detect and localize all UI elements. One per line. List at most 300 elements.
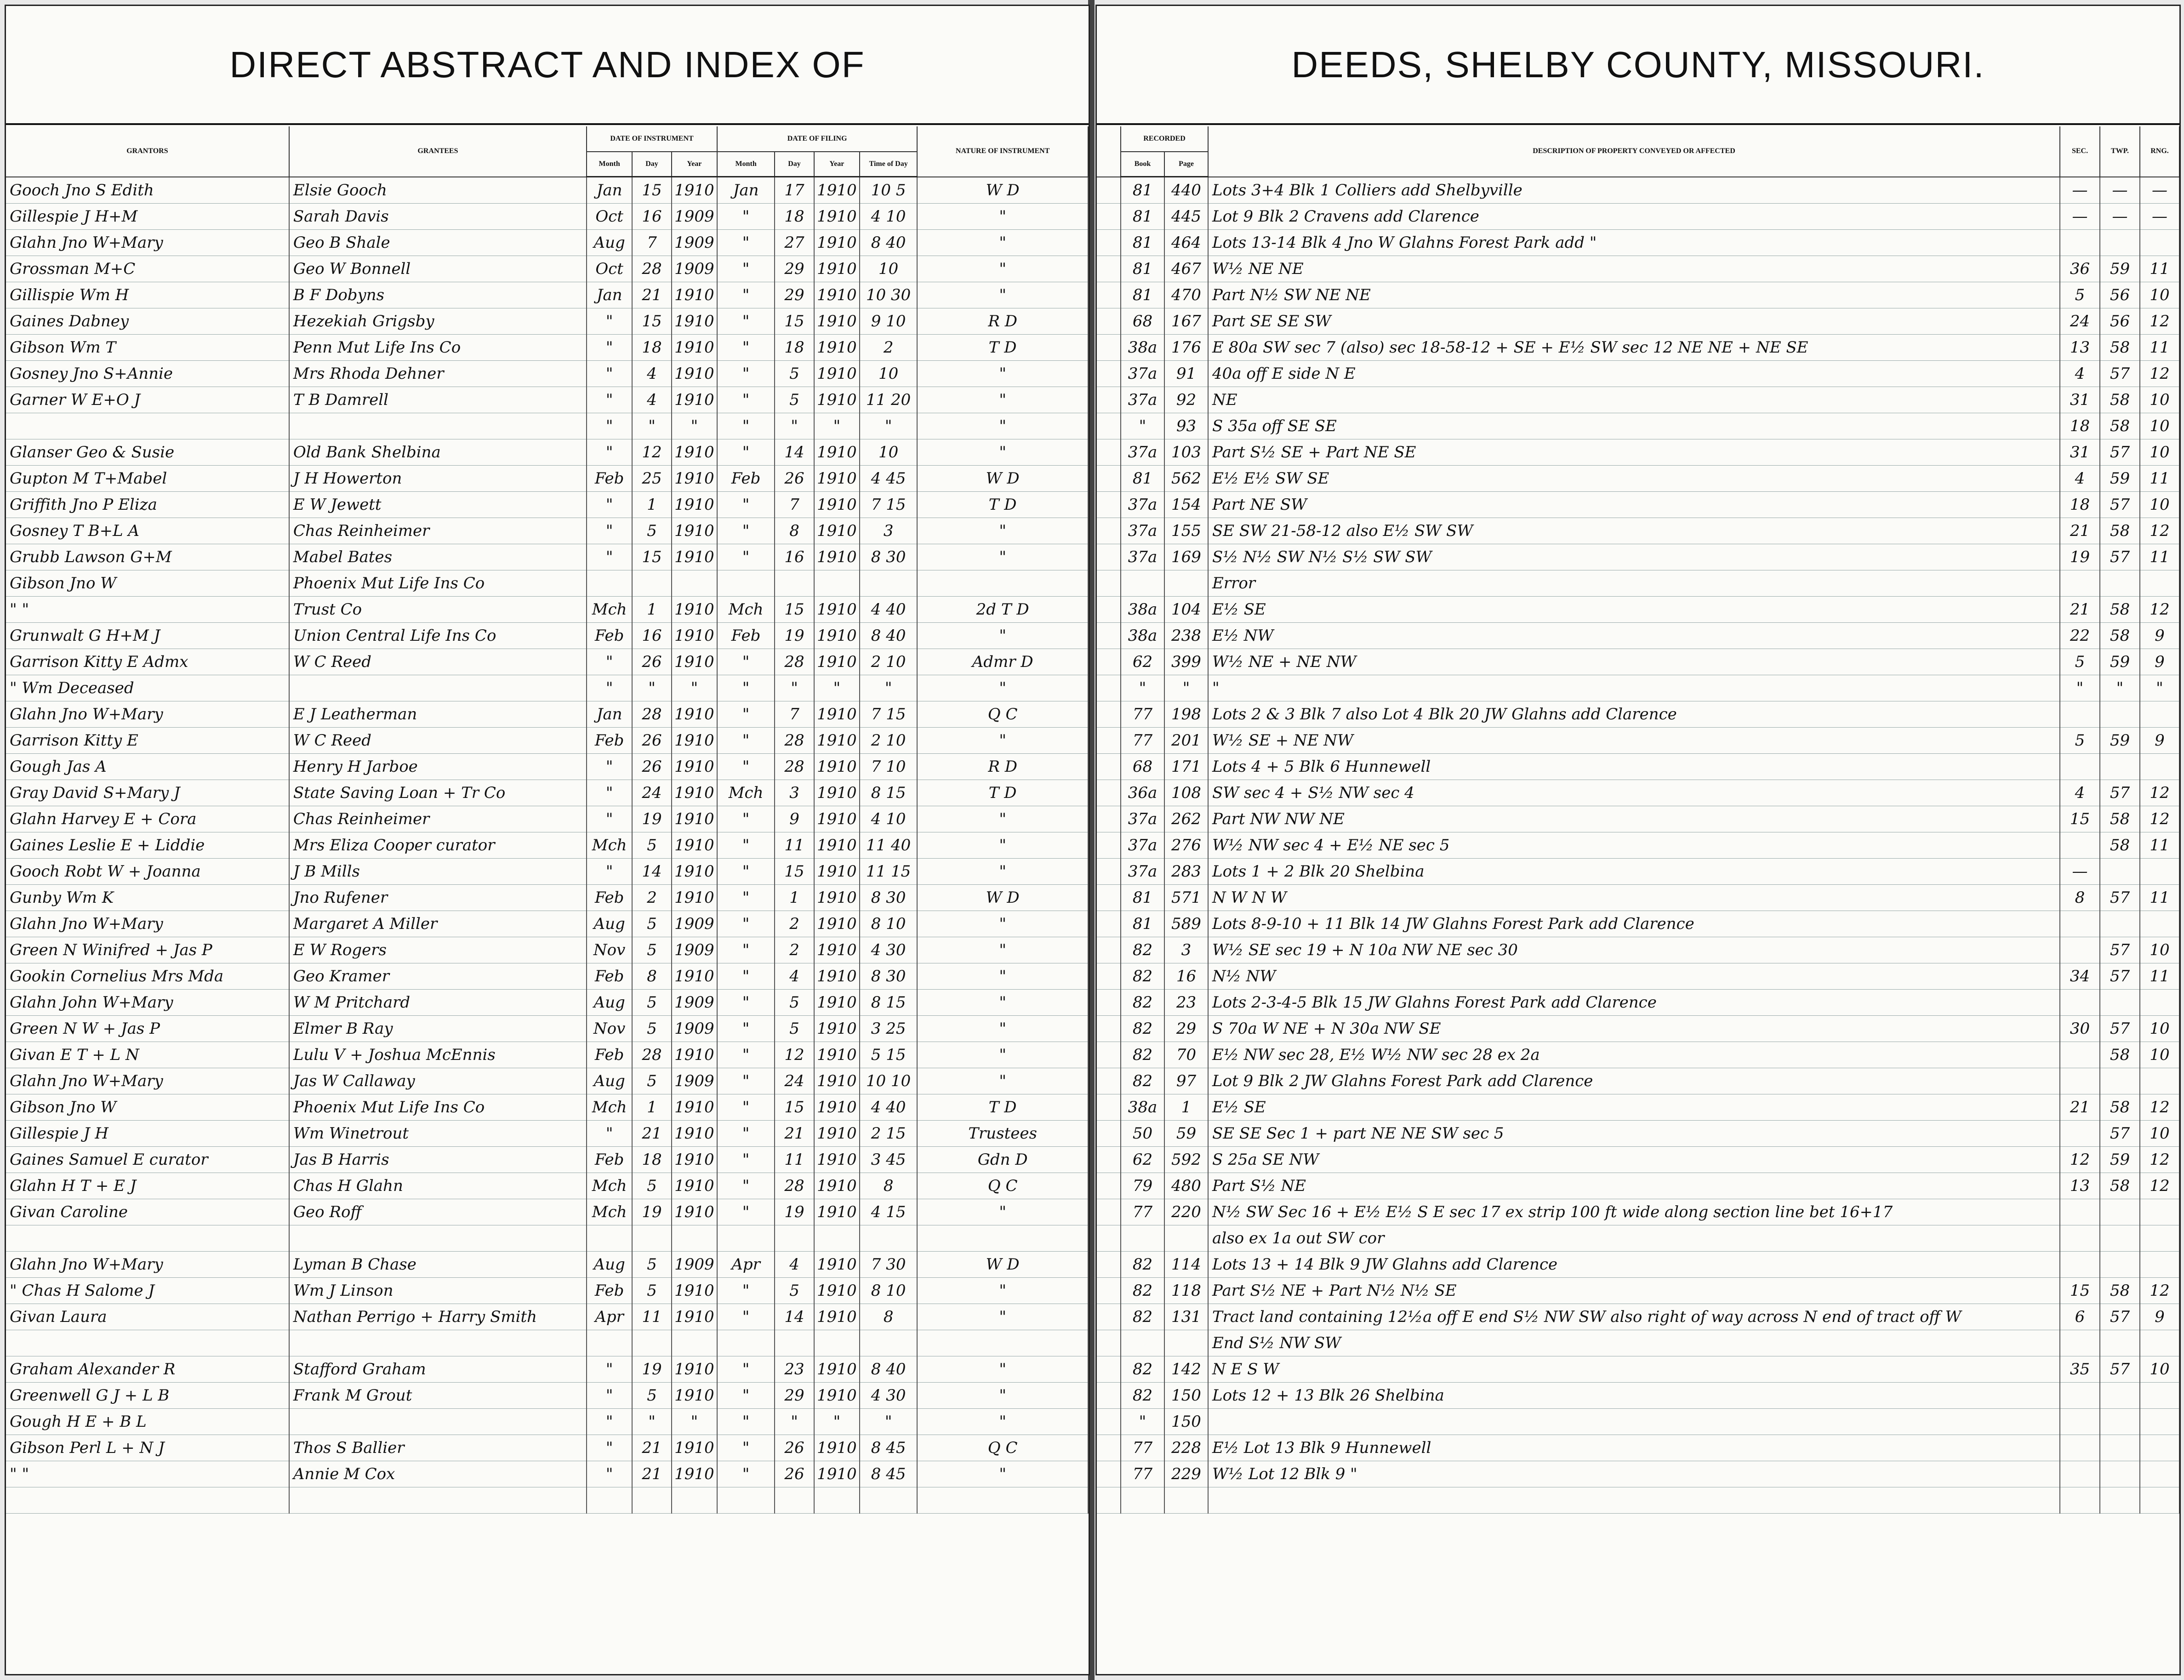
instrument-month-cell: " [587,335,632,361]
table-row [6,1435,1088,1461]
filing-time-cell: 8 30 [860,544,917,570]
filing-day-cell: 5 [775,361,814,387]
margin-cell [1097,308,1121,335]
margin-cell [1097,728,1121,754]
sec-cell: 5 [2060,728,2100,754]
sec-cell: 12 [2060,1147,2100,1173]
filing-month-cell: " [717,518,775,544]
instrument-year-cell: " [672,413,717,439]
page-cell: 70 [1164,1042,1208,1068]
grantor-cell: Glanser Geo & Susie [6,439,289,466]
rng-cell: 11 [2140,466,2179,492]
description-cell: S 25a SE NW [1208,1147,2060,1173]
instrument-day-cell: 21 [632,1461,672,1487]
table-row [6,937,1088,963]
instrument-month-cell: " [587,308,632,335]
book-cell: 37a [1121,361,1164,387]
instrument-month-cell: Feb [587,963,632,990]
filing-time-cell: 3 [860,518,917,544]
instrument-month-cell: " [587,387,632,413]
filing-year-cell: 1910 [814,911,860,937]
table-row [6,256,1088,282]
sec-cell: 5 [2060,649,2100,675]
nature-cell: T D [917,1094,1088,1121]
grantor-cell: Givan E T + L N [6,1042,289,1068]
filing-year-cell: 1910 [814,308,860,335]
grantee-cell: Wm J Linson [289,1278,587,1304]
filing-day-cell: 15 [775,597,814,623]
filing-day-cell [775,570,814,597]
nature-cell: " [917,361,1088,387]
description-cell: Part S½ SE + Part NE SE [1208,439,2060,466]
table-row [1097,256,2179,282]
grantees-header: GRANTEES [289,126,587,177]
filing-month-cell: " [717,1278,775,1304]
book-cell: 37a [1121,806,1164,832]
instrument-day-cell: 15 [632,177,672,204]
description-cell: Lots 13 + 14 Blk 9 JW Glahns add Clarence [1208,1252,2060,1278]
grantee-cell: B F Dobyns [289,282,587,308]
book-cell [1121,1487,1164,1514]
filing-year-cell: 1910 [814,990,860,1016]
grantee-cell: E J Leatherman [289,701,587,728]
filing-time-cell: 8 10 [860,1278,917,1304]
table-row [1097,518,2179,544]
book-cell: 38a [1121,1094,1164,1121]
table-row [1097,177,2179,204]
margin-cell [1097,204,1121,230]
filing-year-cell: " [814,1409,860,1435]
filing-day-cell: 26 [775,1461,814,1487]
page-cell: 29 [1164,1016,1208,1042]
page-cell: 97 [1164,1068,1208,1094]
grantee-cell: Margaret A Miller [289,911,587,937]
filing-month-cell: " [717,806,775,832]
filing-year-cell: 1910 [814,1435,860,1461]
grantee-cell: State Saving Loan + Tr Co [289,780,587,806]
instrument-day-cell: 5 [632,1252,672,1278]
twp-cell: — [2100,177,2140,204]
filing-month-cell: " [717,1435,775,1461]
filing-day-cell: 28 [775,649,814,675]
nature-cell: " [917,728,1088,754]
grantee-cell: Sarah Davis [289,204,587,230]
table-row [1097,623,2179,649]
book-cell: 50 [1121,1121,1164,1147]
filing-year-cell: 1910 [814,1173,860,1199]
filing-year-cell: 1910 [814,492,860,518]
rng-cell: 12 [2140,308,2179,335]
margin-cell [1097,675,1121,701]
twp-cell: 56 [2100,308,2140,335]
twp-cell: 57 [2100,361,2140,387]
rng-cell: 10 [2140,282,2179,308]
left-page-title: DIRECT ABSTRACT AND INDEX OF [6,6,1089,125]
rng-cell: 10 [2140,1121,2179,1147]
margin-cell [1097,1252,1121,1278]
filing-day-cell: 24 [775,1068,814,1094]
book-cell: 36a [1121,780,1164,806]
filing-day-cell: 8 [775,518,814,544]
nature-of-instrument-header: NATURE OF INSTRUMENT [917,126,1088,177]
filing-day-cell: 14 [775,439,814,466]
instrument-year-cell: 1910 [672,308,717,335]
filing-day-cell: 18 [775,335,814,361]
instrument-year-cell: 1910 [672,701,717,728]
twp-cell [2100,990,2140,1016]
rng-cell: 12 [2140,1173,2179,1199]
filing-day-cell: 15 [775,859,814,885]
filing-year-cell: 1910 [814,832,860,859]
page-cell: 23 [1164,990,1208,1016]
filing-day-cell: 28 [775,754,814,780]
rng-cell: 12 [2140,806,2179,832]
grantee-cell: Phoenix Mut Life Ins Co [289,570,587,597]
filing-year-cell: 1910 [814,335,860,361]
filing-day-cell: 19 [775,623,814,649]
instrument-day-cell: 4 [632,387,672,413]
description-cell: E½ Lot 13 Blk 9 Hunnewell [1208,1435,2060,1461]
instrument-day-cell: 1 [632,597,672,623]
filing-year-cell [814,1330,860,1356]
grantee-cell: Chas Reinheimer [289,518,587,544]
grantor-cell: Glahn Jno W+Mary [6,701,289,728]
table-row [6,1068,1088,1094]
twp-cell: 57 [2100,1121,2140,1147]
book-cell: 81 [1121,256,1164,282]
sec-cell [2060,911,2100,937]
description-cell: Lot 9 Blk 2 JW Glahns Forest Park add Clarence [1208,1068,2060,1094]
book-cell: 82 [1121,1042,1164,1068]
nature-cell: " [917,387,1088,413]
twp-cell: 57 [2100,544,2140,570]
table-row [6,832,1088,859]
table-row [1097,1147,2179,1173]
filing-time-cell: 7 10 [860,754,917,780]
nature-cell [917,1225,1088,1252]
grantor-cell: Gunby Wm K [6,885,289,911]
instrument-month-cell [587,1330,632,1356]
grantor-cell [6,1487,289,1514]
table-row [6,282,1088,308]
instrument-day-cell: 8 [632,963,672,990]
instrument-month-cell [587,570,632,597]
filing-month-cell: " [717,937,775,963]
description-cell: Part S½ NE + Part N½ N½ SE [1208,1278,2060,1304]
margin-cell [1097,1330,1121,1356]
filing-year-cell: 1910 [814,1147,860,1173]
table-row [1097,1225,2179,1252]
instrument-year-cell: 1910 [672,387,717,413]
filing-month-cell: " [717,990,775,1016]
filing-month-cell: " [717,832,775,859]
page-cell: 131 [1164,1304,1208,1330]
filing-day-cell: 15 [775,308,814,335]
rng-cell: 9 [2140,1304,2179,1330]
table-row [1097,1042,2179,1068]
rng-cell [2140,1487,2179,1514]
nature-cell: " [917,1278,1088,1304]
table-row [1097,230,2179,256]
sec-cell: 4 [2060,466,2100,492]
filing-month-cell: " [717,859,775,885]
filing-time-cell: 4 10 [860,806,917,832]
margin-cell [1097,1068,1121,1094]
table-row [6,859,1088,885]
sec-cell: — [2060,859,2100,885]
rng-cell [2140,1435,2179,1461]
page-cell: 16 [1164,963,1208,990]
rng-cell: 10 [2140,1016,2179,1042]
twp-cell: 59 [2100,728,2140,754]
grantor-cell: Grubb Lawson G+M [6,544,289,570]
table-row [1097,439,2179,466]
recorded-header: RECORDED [1121,126,1208,152]
instrument-month-cell: Mch [587,1199,632,1225]
filing-year-header: Year [814,152,860,177]
grantee-cell [289,1225,587,1252]
instrument-year-cell [672,1487,717,1514]
filing-time-cell: 4 10 [860,204,917,230]
book-cell: 82 [1121,1016,1164,1042]
page-cell: 228 [1164,1435,1208,1461]
grantee-cell: Mrs Eliza Cooper curator [289,832,587,859]
sec-cell: 4 [2060,361,2100,387]
instrument-year-cell: 1910 [672,518,717,544]
rng-cell: 10 [2140,439,2179,466]
filing-day-cell: 26 [775,466,814,492]
nature-cell: Trustees [917,1121,1088,1147]
book-cell: 77 [1121,701,1164,728]
book-cell: 77 [1121,728,1164,754]
page-cell: 440 [1164,177,1208,204]
twp-cell: 57 [2100,963,2140,990]
page-header: Page [1164,152,1208,177]
nature-cell: Admr D [917,649,1088,675]
instrument-month-cell: " [587,1121,632,1147]
filing-year-cell: 1910 [814,806,860,832]
grantor-cell: Gough H E + B L [6,1409,289,1435]
filing-month-cell: " [717,1068,775,1094]
instrument-day-cell: 5 [632,1278,672,1304]
grantee-cell: Lyman B Chase [289,1252,587,1278]
right-page-title: DEEDS, SHELBY COUNTY, MISSOURI. [1097,6,2179,125]
filing-time-cell [860,1487,917,1514]
table-row [6,806,1088,832]
instrument-day-cell: 14 [632,859,672,885]
filing-time-cell: 7 15 [860,492,917,518]
instrument-year-cell: 1909 [672,256,717,282]
twp-cell [2100,1199,2140,1225]
description-cell: E½ SE [1208,1094,2060,1121]
grantor-cell: Gooch Robt W + Joanna [6,859,289,885]
rng-cell [2140,1252,2179,1278]
description-cell: Lots 8-9-10 + 11 Blk 14 JW Glahns Forest Park add Clarence [1208,911,2060,937]
rng-cell: 12 [2140,518,2179,544]
instrument-day-cell: 21 [632,1435,672,1461]
filing-month-cell: Jan [717,177,775,204]
page-cell: 176 [1164,335,1208,361]
filing-day-cell: 5 [775,990,814,1016]
table-row [1097,335,2179,361]
table-row [1097,387,2179,413]
filing-time-cell: 7 15 [860,701,917,728]
instrument-month-cell: Aug [587,990,632,1016]
margin-cell [1097,282,1121,308]
description-cell: Part S½ NE [1208,1173,2060,1199]
instrument-year-cell: 1909 [672,204,717,230]
grantor-cell: Gillespie J H [6,1121,289,1147]
page-cell: 276 [1164,832,1208,859]
page-cell: 59 [1164,1121,1208,1147]
page-cell: 1 [1164,1094,1208,1121]
grantor-cell: Glahn Jno W+Mary [6,911,289,937]
instrument-month-cell: Feb [587,728,632,754]
table-row [6,335,1088,361]
rng-cell: 10 [2140,937,2179,963]
rng-cell [2140,990,2179,1016]
table-row [6,230,1088,256]
description-cell: SE SW 21-58-12 also E½ SW SW [1208,518,2060,544]
page-cell: 155 [1164,518,1208,544]
filing-time-cell: 7 30 [860,1252,917,1278]
sec-cell: 18 [2060,492,2100,518]
filing-month-cell: " [717,1121,775,1147]
nature-cell: " [917,937,1088,963]
instrument-year-cell: 1909 [672,230,717,256]
grantor-cell: Grossman M+C [6,256,289,282]
filing-year-cell: 1910 [814,1068,860,1094]
table-row [1097,1173,2179,1199]
instrument-month-cell: Feb [587,1278,632,1304]
filing-day-cell: 2 [775,911,814,937]
grantee-cell [289,1409,587,1435]
instrument-month-cell [587,1487,632,1514]
instrument-year-cell: 1910 [672,492,717,518]
instrument-year-cell: 1909 [672,1252,717,1278]
filing-day-cell [775,1225,814,1252]
description-cell: Lots 4 + 5 Blk 6 Hunnewell [1208,754,2060,780]
sec-cell: 8 [2060,885,2100,911]
instrument-year-cell: 1910 [672,885,717,911]
rng-cell: 9 [2140,728,2179,754]
nature-cell: R D [917,308,1088,335]
instrument-month-cell: Feb [587,623,632,649]
nature-cell: " [917,1068,1088,1094]
description-cell: also ex 1a out SW cor [1208,1225,2060,1252]
instrument-month-cell: " [587,544,632,570]
filing-month-cell: " [717,1199,775,1225]
instrument-day-cell: 19 [632,1199,672,1225]
instrument-year-cell: 1910 [672,963,717,990]
filing-time-cell: 8 15 [860,780,917,806]
table-row [1097,1356,2179,1383]
page-cell: 262 [1164,806,1208,832]
table-row [6,649,1088,675]
grantee-cell: Hezekiah Grigsby [289,308,587,335]
book-cell: 37a [1121,387,1164,413]
filing-time-cell: 8 [860,1173,917,1199]
filing-month-cell: " [717,649,775,675]
sec-cell [2060,754,2100,780]
book-cell: 38a [1121,335,1164,361]
twp-cell [2100,754,2140,780]
margin-cell [1097,230,1121,256]
instrument-day-cell: 4 [632,361,672,387]
page-cell: 169 [1164,544,1208,570]
grantee-cell: Mabel Bates [289,544,587,570]
filing-day-cell: 18 [775,204,814,230]
table-row [1097,885,2179,911]
grantor-cell: " " [6,597,289,623]
margin-cell [1097,937,1121,963]
instrument-month-cell: " [587,675,632,701]
filing-day-cell: 29 [775,282,814,308]
instrument-year-cell: " [672,675,717,701]
margin-cell [1097,806,1121,832]
filing-day-cell [775,1487,814,1514]
filing-year-cell: 1910 [814,282,860,308]
description-cell: W½ NE NE [1208,256,2060,282]
nature-cell: " [917,1461,1088,1487]
filing-time-cell: 8 10 [860,911,917,937]
filing-time-cell: 8 15 [860,990,917,1016]
filing-month-cell: " [717,1409,775,1435]
grantee-cell: Lulu V + Joshua McEnnis [289,1042,587,1068]
filing-month-cell: " [717,544,775,570]
table-row [6,439,1088,466]
grantee-cell: E W Jewett [289,492,587,518]
nature-cell: 2d T D [917,597,1088,623]
margin-cell [1097,990,1121,1016]
book-cell: 82 [1121,1383,1164,1409]
description-cell: Lot 9 Blk 2 Cravens add Clarence [1208,204,2060,230]
grantee-cell: Phoenix Mut Life Ins Co [289,1094,587,1121]
filing-time-cell: " [860,675,917,701]
filing-time-cell [860,1225,917,1252]
grantee-cell: Union Central Life Ins Co [289,623,587,649]
twp-cell: 58 [2100,1173,2140,1199]
instrument-month-cell: Feb [587,1147,632,1173]
rng-cell [2140,1409,2179,1435]
page-cell: " [1164,675,1208,701]
filing-month-cell: " [717,885,775,911]
book-cell: 62 [1121,1147,1164,1173]
grantor-cell: Gookin Cornelius Mrs Mda [6,963,289,990]
book-cell: 68 [1121,754,1164,780]
instrument-month-cell: " [587,492,632,518]
filing-month-cell: " [717,1461,775,1487]
instrument-month-cell: Feb [587,466,632,492]
margin-cell [1097,885,1121,911]
filing-year-cell: 1910 [814,361,860,387]
table-row [1097,1330,2179,1356]
filing-time-cell: 3 45 [860,1147,917,1173]
instrument-year-cell: 1910 [672,1199,717,1225]
table-row [6,1016,1088,1042]
twp-cell: 58 [2100,1278,2140,1304]
grantor-cell: Gibson Jno W [6,1094,289,1121]
instrument-month-cell: Oct [587,256,632,282]
rng-cell [2140,1330,2179,1356]
filing-time-cell: 10 10 [860,1068,917,1094]
table-row [6,1330,1088,1356]
grantor-cell: Gillispie Wm H [6,282,289,308]
description-cell: 40a off E side N E [1208,361,2060,387]
page-cell: 108 [1164,780,1208,806]
margin-cell [1097,361,1121,387]
filing-day-cell: 17 [775,177,814,204]
